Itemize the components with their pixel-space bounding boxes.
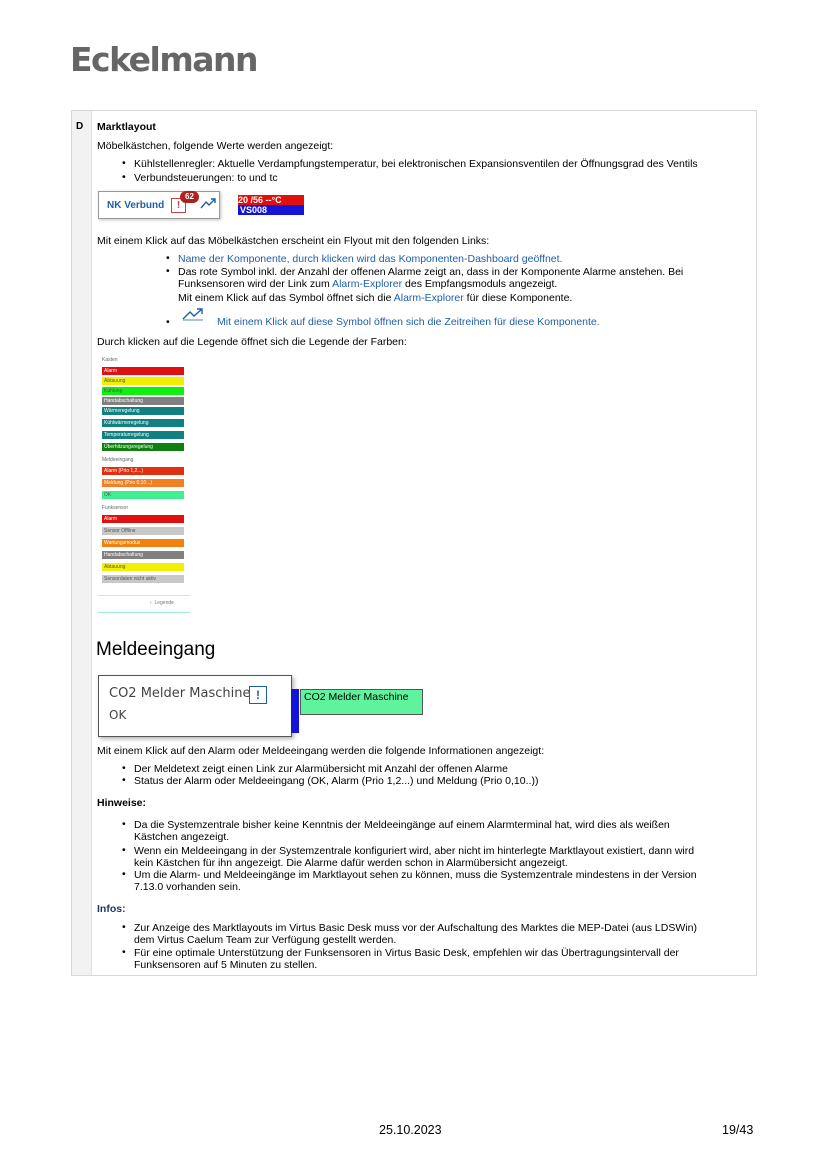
bullet-icon: •: [122, 157, 126, 169]
infos-title: Infos:: [97, 903, 126, 915]
trend-chart-icon: [182, 307, 204, 321]
legend-swatch: Kühlwärmeregelung: [102, 419, 184, 427]
bullet-icon: •: [122, 868, 126, 880]
legend-swatch: Alarm (Prio 1,2...): [102, 467, 184, 475]
co2-melder-box[interactable]: CO2 Melder Maschine: [300, 689, 423, 715]
legend-swatch: Handabschaltung: [102, 397, 184, 405]
card-status: OK: [109, 708, 127, 722]
list-item: Wenn ein Meldeeingang in der Systemzentrale konfiguriert wird, aber nicht im hinterlegte Marktlayout existiert, dann wird: [134, 845, 695, 857]
row-letter: D: [76, 121, 84, 132]
section-title: Marktlayout: [97, 121, 156, 133]
bullet-icon: •: [122, 921, 126, 933]
bullet-icon: •: [166, 265, 170, 277]
legend-swatch: Temperaturregelung: [102, 431, 184, 439]
legend-group-title: Meldeeingang: [102, 457, 134, 463]
list-item-cont: Kästchen angezeigt.: [134, 831, 230, 843]
legend-group-title: Kasten: [102, 357, 118, 363]
alert-icon[interactable]: !: [249, 686, 267, 704]
list-item-cont: dem Virtus Caelum Team zur Verfügung gestellt werden.: [134, 934, 397, 946]
legend-swatch: Abtauung: [102, 377, 184, 385]
list-item-cont: 7.13.0 vorhanden sein.: [134, 881, 241, 893]
trend-chart-icon[interactable]: [200, 198, 216, 210]
legend-swatch: Handabschaltung: [102, 551, 184, 559]
hinweise-title: Hinweise:: [97, 797, 147, 809]
legend-button[interactable]: › Legende: [150, 600, 174, 606]
list-item: Zur Anzeige des Marktlayouts im Virtus Basic Desk muss vor der Aufschaltung des Marktes die MEP-Datei (aus LDSWin): [134, 922, 697, 934]
legend-swatch: Alarm: [102, 515, 184, 523]
list-item: Der Meldetext zeigt einen Link zur Alarmübersicht mit Anzahl der offenen Alarme: [134, 763, 508, 775]
legend-swatch: Meldung (Prio 0,10...): [102, 479, 184, 487]
cabinet-box[interactable]: [238, 195, 304, 215]
legend-swatch: Wartungsmodus: [102, 539, 184, 547]
card-name[interactable]: CO2 Melder Maschine: [109, 686, 251, 701]
alarm-icon[interactable]: !: [171, 198, 186, 213]
list-item-cont: Funksensoren auf 5 Minuten zu stellen.: [134, 959, 318, 971]
dashboard-link[interactable]: Komponenten-Dashboard: [398, 253, 519, 265]
bullet-icon: •: [122, 774, 126, 786]
footer-date: 25.10.2023: [379, 1123, 442, 1137]
legend-footer: [98, 595, 190, 613]
alarm-explorer-link[interactable]: Alarm-Explorer: [332, 278, 403, 290]
content-table: [71, 110, 757, 976]
legend-swatch: Kühlung: [102, 387, 184, 395]
bullet-icon: •: [166, 316, 170, 328]
row-label-column: [72, 111, 92, 975]
legend-swatch: Abtauung: [102, 563, 184, 571]
list-item-cont: Mit einem Klick auf das Symbol öffnet sich die Alarm-Explorer für diese Komponente.: [178, 292, 573, 304]
bullet-icon: •: [122, 818, 126, 830]
alarm-count-badge: 62: [180, 191, 199, 203]
alarm-explorer-link[interactable]: Alarm-Explorer: [393, 292, 464, 304]
bullet-icon: •: [122, 762, 126, 774]
intro-text: Möbelkästchen, folgende Werte werden angezeigt:: [97, 140, 334, 152]
blue-indicator: [291, 689, 299, 733]
legend-swatch: Alarm: [102, 367, 184, 375]
timeseries-link[interactable]: Zeitreihen: [444, 316, 492, 328]
legend-swatch: Sensordaten nicht aktiv: [102, 575, 184, 583]
list-item-cont: Funksensoren wird der Link zum Alarm-Explorer des Empfangsmoduls angezeigt.: [178, 278, 558, 290]
bullet-icon: •: [122, 946, 126, 958]
list-item: Da die Systemzentrale bisher keine Kenntnis der Meldeeingänge auf einem Alarmterminal hat, wird dies als weißen: [134, 819, 670, 831]
list-item: Mit einem Klick auf diese Symbol öffnen sich die Zeitreihen für diese Komponente.: [217, 316, 600, 328]
alarm-intro-text: Mit einem Klick auf den Alarm oder Meldeeingang werden die folgende Informationen angezeigt:: [97, 745, 545, 757]
flyout-intro-text: Mit einem Klick auf das Möbelkästchen erscheint ein Flyout mit den folgenden Links:: [97, 235, 490, 247]
cabinet-values: 20 /56 --°C: [238, 195, 304, 205]
list-item: Name der Komponente, durch klicken wird das Komponenten-Dashboard geöffnet.: [178, 253, 563, 265]
legend-intro-text: Durch klicken auf die Legende öffnet sich die Legende der Farben:: [97, 336, 407, 348]
list-item-cont: kein Kästchen für ihn angezeigt. Die Alarme dafür werden schon in Alarmübersicht angezeigt.: [134, 857, 568, 869]
page-number: 19/43: [722, 1123, 754, 1137]
nk-verbund-flyout[interactable]: [98, 191, 220, 219]
list-item: Verbundsteuerungen: to und tc: [134, 172, 278, 184]
legend-swatch: Sensor Offline: [102, 527, 184, 535]
bullet-icon: •: [122, 844, 126, 856]
company-logo: Eckelmann: [70, 40, 257, 79]
list-item: Um die Alarm- und Meldeeingänge im Marktlayout sehen zu können, muss die Systemzentrale mindestens in der Version: [134, 869, 697, 881]
component-name-link[interactable]: NK Verbund: [107, 200, 165, 211]
bullet-icon: •: [122, 171, 126, 183]
co2-melder-card[interactable]: [98, 675, 292, 737]
list-item: Kühlstellenregler: Aktuelle Verdampfungstemperatur, bei elektronischen Expansionsventilen der Öffnungsgrad des Ventils: [134, 158, 698, 170]
list-item: Status der Alarm oder Meldeeingang (OK, Alarm (Prio 1,2...) und Meldung (Prio 0,10..)): [134, 775, 539, 787]
legend-group-title: Funksensor: [102, 505, 129, 511]
legend-swatch: Wärmeregelung: [102, 407, 184, 415]
list-item: Das rote Symbol inkl. der Anzahl der offenen Alarme zeigt an, dass in der Komponente Alarme anstehen. Bei: [178, 266, 684, 278]
cabinet-id: VS008: [240, 205, 268, 215]
meldeeingang-heading: Meldeeingang: [96, 639, 216, 660]
list-item: Für eine optimale Unterstützung der Funksensoren in Virtus Basic Desk, empfehlen wir das Übertragungsintervall der: [134, 947, 679, 959]
legend-swatch: OK: [102, 491, 184, 499]
bullet-icon: •: [166, 252, 170, 264]
legend-swatch: Überhitzungsregelung: [102, 443, 184, 451]
